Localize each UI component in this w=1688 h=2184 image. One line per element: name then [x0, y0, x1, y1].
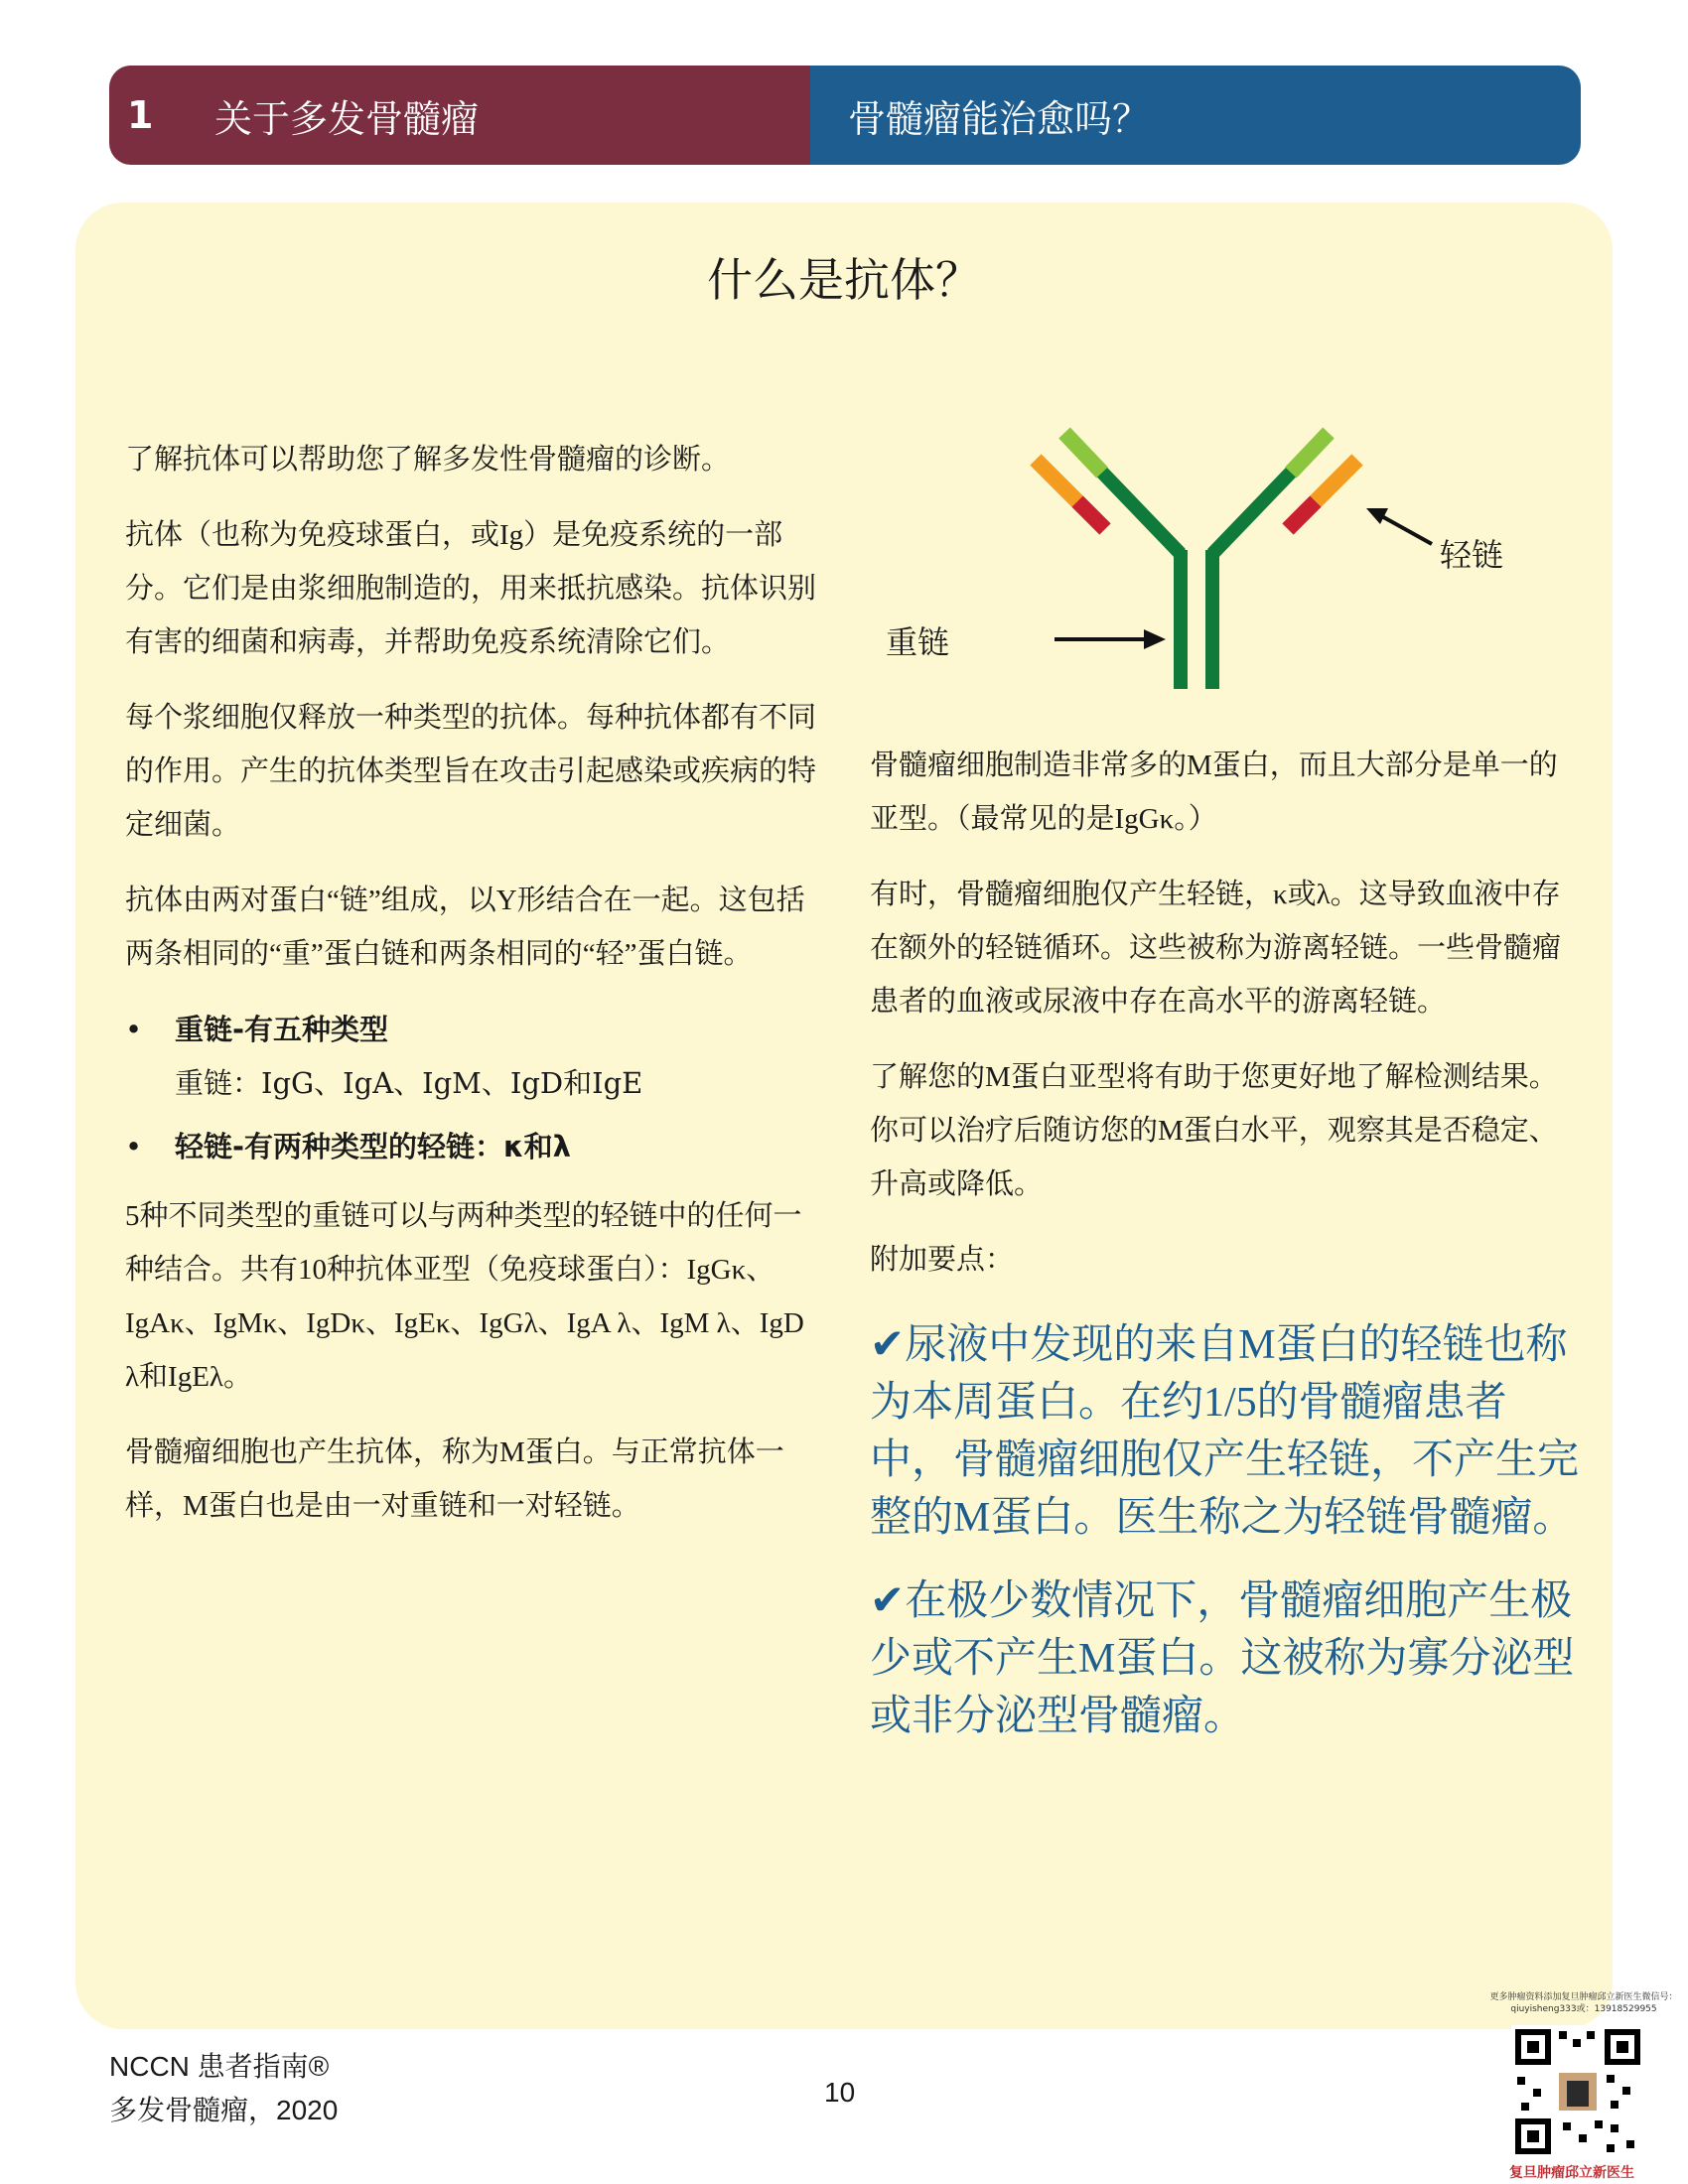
qr-caption: 复旦肿瘤邱立新医生 — [1509, 2165, 1634, 2181]
card-title: 什么是抗体？ — [707, 253, 981, 307]
bullet-detail: 重链：IgG、IgA、IgM、IgD和IgE — [175, 1066, 643, 1100]
paragraph: 骨髓瘤细胞也产生抗体，称为M蛋白。与正常抗体一样，M蛋白也是由一对重链和一对轻链。 — [125, 1436, 784, 1522]
key-point — [870, 1572, 1585, 1745]
bullet-lead: 重链-有五种类型 — [175, 1013, 389, 1046]
extra-points-heading: 附加要点： — [870, 1244, 1015, 1276]
paragraph: 抗体（也称为免疫球蛋白，或Ig）是免疫系统的一部分。它们是由浆细胞制造的，用来抵抗感染。抗体识别有害的细菌和病毒，并帮助免疫系统清除它们。 — [125, 519, 817, 658]
left-column — [125, 433, 820, 1555]
footer — [109, 2045, 338, 2132]
paragraph: 了解抗体可以帮助您了解多发性骨髓瘤的诊断。 — [125, 444, 731, 476]
light-chain-right-red — [1288, 501, 1316, 529]
chapter-title: 关于多发骨髓瘤 — [214, 96, 480, 141]
paragraph: 有时，骨髓瘤细胞仅产生轻链，κ或λ。这导致血液中存在额外的轻链循环。这些被称为游离轻链。一些骨髓瘤患者的血液或尿液中存在高水平的游离轻链。 — [870, 879, 1562, 1018]
chapter-number: 1 — [127, 93, 154, 137]
footer-guide-subtitle: 多发骨髓瘤，2020 — [109, 2095, 339, 2125]
paragraph: 5种不同类型的重链可以与两种类型的轻链中的任何一种结合。共有10种抗体亚型（免疫球蛋白）：IgGκ、IgAκ、IgMκ、IgDκ、IgEκ、IgGλ、IgA λ、IgM λ、IgD λ和IgEλ。 — [125, 1200, 804, 1393]
bullet: • — [125, 1130, 143, 1163]
light-chain-left-orange — [1036, 460, 1077, 501]
heavy-chain-stem-left — [1174, 550, 1188, 689]
key-point-text: 尿液中发现的来自M蛋白的轻链也称为本周蛋白。在约1/5的骨髓瘤患者中，骨髓瘤细胞仅产生轻链，不产生完整的M蛋白。医生称之为轻链骨髓瘤。 — [870, 1322, 1580, 1541]
heavy-chain-label: 重链 — [886, 623, 950, 661]
paragraph: 每个浆细胞仅释放一种类型的抗体。每种抗体都有不同的作用。产生的抗体类型旨在攻击引起感染或疾病的特定细菌。 — [125, 702, 817, 841]
checkmark-icon: ✔ — [870, 1578, 906, 1624]
list-item — [125, 1120, 820, 1173]
heavy-chain-arrowhead — [1144, 629, 1166, 649]
list-item — [125, 1003, 820, 1110]
chain-type-list — [125, 1003, 820, 1173]
page-number: 10 — [824, 2077, 856, 2108]
content-card — [75, 203, 1613, 2029]
section-tab — [810, 66, 1581, 165]
light-chain-right-orange — [1316, 460, 1357, 501]
qr-note: 更多肿瘤资料添加复旦肿瘤邱立新医生微信号：qiuyisheng333或：13918529955 — [1489, 1992, 1678, 2014]
light-chain-arrow-line — [1378, 514, 1432, 544]
paragraph: 骨髓瘤细胞制造非常多的M蛋白，而且大部分是单一的亚型。（最常见的是IgGκ。） — [870, 750, 1558, 835]
light-chain-left-red — [1077, 501, 1105, 529]
checkmark-icon: ✔ — [870, 1322, 906, 1368]
paragraph: 抗体由两对蛋白“链”组成，以Y形结合在一起。这包括两条相同的“重”蛋白链和两条相同的“轻”蛋白链。 — [125, 885, 805, 970]
paragraph: 了解您的M蛋白亚型将有助于您更好地了解检测结果。你可以治疗后随访您的M蛋白水平，观察其是否稳定、升高或降低。 — [870, 1061, 1558, 1200]
section-title: 骨髓瘤能治愈吗？ — [848, 96, 1151, 141]
footer-guide-title: NCCN 患者指南® — [109, 2051, 330, 2082]
key-point — [870, 1316, 1585, 1547]
chapter-tab — [109, 66, 810, 165]
bullet-lead: 轻链-有两种类型的轻链：κ和λ — [175, 1130, 571, 1163]
heavy-chain-left-green — [1064, 433, 1102, 473]
chapter-header — [109, 66, 1581, 165]
key-point-text: 在极少数情况下，骨髓瘤细胞产生极少或不产生M蛋白。这被称为寡分泌型或非分泌型骨髓瘤。 — [870, 1578, 1575, 1739]
light-chain-label: 轻链 — [1440, 536, 1504, 574]
bullet: • — [125, 1013, 143, 1046]
qr-code-icon — [1511, 2025, 1644, 2158]
antibody-diagram — [870, 381, 1585, 699]
heavy-chain-right-green — [1291, 433, 1329, 473]
right-column — [870, 739, 1585, 1771]
heavy-chain-stem-right — [1205, 550, 1219, 689]
